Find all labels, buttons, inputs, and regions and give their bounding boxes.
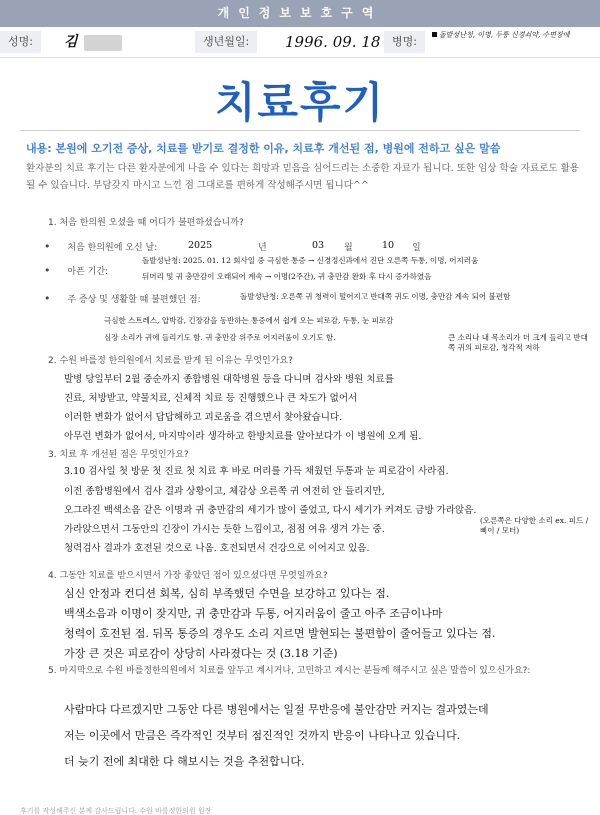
ward-label: 병명:	[384, 31, 425, 53]
year-unit: 년	[258, 243, 267, 253]
birth-value: 1996. 09. 18	[285, 33, 381, 51]
symptom-side-note: 큰 소리나 내 목소리가 더 크게 들리고 반대쪽 귀의 피로감, 청각적 저하	[448, 333, 588, 352]
footer-text: 후기를 작성해주신 분께 감사드립니다. 수원 바를정한의원 원장	[20, 807, 212, 815]
answer-line: 사람마다 다르겠지만 그동안 다른 병원에서는 일절 무반응에 불안감만 커지는 결과였는데	[64, 703, 489, 716]
answer-line: 이전 종합병원에서 검사 결과 상황이고, 체감상 오른쪽 귀 여전히 안 들리지만,	[64, 486, 385, 497]
visit-day: 10	[382, 240, 395, 251]
answer-line: 가라앉으면서 그동안의 긴장이 가시는 듯한 느낌이고, 점점 여유 생겨 가는 중.	[64, 524, 385, 535]
name-value: 김	[64, 34, 78, 50]
visit-month: 03	[312, 240, 325, 251]
question-1: 1. 처음 한의원 오셨을 때 어디가 불편하셨습니까?	[48, 218, 244, 228]
visit-date-row	[44, 240, 157, 253]
page-title: 치료후기	[214, 78, 386, 127]
answer-line: 이러한 변화가 없어서 답답해하고 괴로움을 겪으면서 찾아왔습니다.	[64, 412, 343, 423]
visit-date-label: 처음 한의원에 오신 날:	[67, 243, 158, 253]
bullet-icon	[432, 32, 437, 37]
answer-line: 가장 큰 것은 피로감이 상당히 사라졌다는 것 (3.18 기준)	[64, 647, 338, 660]
symptom-line: 심장 소리가 귀에 들리기도 함. 귀 충만감 위주로 어지러움이 오기도 함.	[104, 333, 336, 342]
birth-label: 생년월일:	[195, 31, 257, 53]
answer-line: 아무런 변화가 없어서, 마지막이라 생각하고 한방치료를 알아보다가 이 병원에 오게 됨.	[64, 431, 422, 442]
question-3: 3. 치료 후 개선된 점은 무엇인가요?	[48, 450, 189, 460]
question-2: 2. 수원 바를정 한의원에서 치료를 받게 된 이유는 무엇인가요?	[48, 356, 293, 366]
answer-line: 심신 안정과 컨디션 회복, 심히 부족했던 수면을 보강하고 있다는 점.	[64, 587, 390, 600]
divider	[20, 130, 580, 131]
period-row	[44, 264, 108, 277]
symptom-line: 돌발성난청: 오른쪽 귀 청력이 떨어지고 반대쪽 귀도 이명, 충만감 계속 되어 불편함	[240, 292, 511, 301]
day-unit: 일	[412, 243, 421, 253]
answer-line: 저는 이곳에서 만큼은 즉각적인 것부터 점진적인 것까지 반응이 나타나고 있습니다.	[64, 729, 461, 742]
ward-value: 돌발성난청, 이명, 두통 신경쇠약, 수면장애	[432, 30, 592, 40]
visit-year: 2025	[188, 240, 213, 251]
redacted-name	[84, 35, 122, 51]
answer-line: 청력이 호전된 점. 뒤목 통증의 경우도 소리 지르면 발현되는 불편함이 줄어들고 있다는 점.	[64, 627, 496, 640]
answer-line: 진료, 처방받고, 약물치료, 신체적 치료 등 진행했으나 큰 차도가 없어서	[64, 393, 358, 404]
symptom-line: 극심한 스트레스, 압박감, 긴장감을 동반하는 통증에서 쉽게 오는 피로감, 두통, 눈 피로감	[104, 316, 394, 325]
answer-line: 더 늦기 전에 최대한 다 해보시는 것을 추천합니다.	[64, 755, 305, 768]
intro-text: 환자분의 치료 후기는 다른 환자분에게 나을 수 있다는 희망과 믿음을 심어드리는 소중한 자료가 됩니다. 또한 임상 학술 자료로도 활용될 수 있습니다. 부담갖지 마시고 느낀 점 그대로를 편하게 작성해주시면 됩니다^^	[26, 163, 579, 191]
answer-side-note: (오른쪽은 다양한 소리 ex. 피드 / 삐이 / 모터)	[480, 516, 589, 535]
question-4: 4. 그동안 치료를 받으시면서 가장 좋았던 점이 있으셨다면 무엇일까요?	[48, 571, 328, 581]
name-label: 성명:	[0, 31, 41, 53]
patient-info-row	[0, 27, 600, 58]
period-line: 뒤머리 및 귀 충만감이 오래되어 계속 → 이명(2주간), 귀 충만감 완화 후 다시 증가하였음	[142, 272, 432, 281]
period-label: 아픈 기간:	[67, 267, 109, 277]
answer-line: 발병 당일부터 2월 중순까지 종합병원 대학병원 등을 다니며 검사와 병원 치료를	[64, 374, 394, 385]
month-unit: 월	[344, 243, 353, 253]
privacy-zone-banner: 개인정보보호구역	[0, 0, 600, 27]
answer-line: 오그라진 백색소음 같은 이명과 귀 충만감의 세기가 많이 줄었고, 다시 세기가 커져도 금방 가라앉음.	[64, 505, 477, 516]
answer-line: 청력검사 결과가 호전된 것으로 나옴. 호전되면서 건강으로 이어지고 있음.	[64, 543, 370, 554]
symptom-row	[44, 292, 201, 305]
symptom-label: 주 증상 및 생활할 때 불편했던 점:	[67, 295, 201, 305]
subtitle: 내용: 본원에 오기전 증상, 치료를 받기로 결정한 이유, 치료후 개선된 점, 병원에 전하고 싶은 말씀	[26, 142, 501, 155]
answer-line: 3.10 검사일 첫 방문 첫 진료 첫 치료 후 바로 머리를 가득 채웠던 두통과 눈 피로감이 사라짐.	[64, 466, 449, 477]
period-line: 돌발성난청: 2025. 01. 12 회사일 중 극심한 통증 → 신경정신과에서 진단 오른쪽 두통, 이명, 어지러움	[142, 256, 479, 265]
question-5: 5. 마지막으로 수원 바를정한의원에서 치료를 앞두고 계시거나, 고민하고 계시는 분들께 해주시고 싶은 말씀이 있으신가요?:	[48, 666, 531, 676]
answer-line: 백색소음과 이명이 잦지만, 귀 충만감과 두통, 어지러움이 줄고 아주 조금이나마	[64, 607, 443, 620]
